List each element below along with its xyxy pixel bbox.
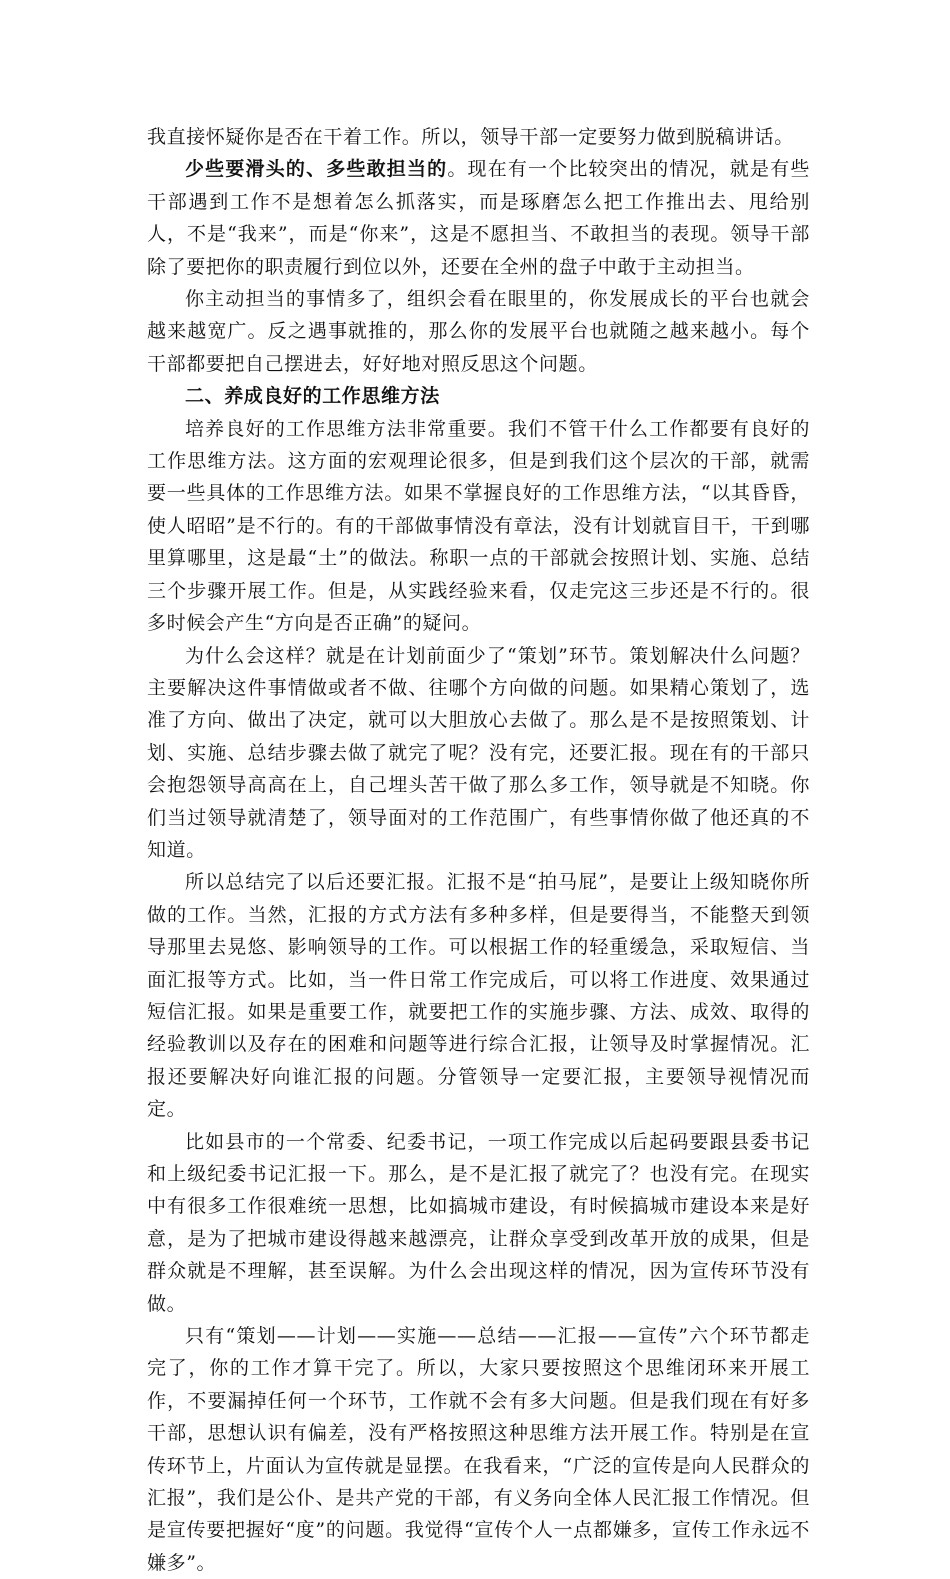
paragraph-example: 比如县市的一个常委、纪委书记，一项工作完成以后起码要跟县委书记和上级纪委书记汇报一下。那么，是不是汇报了就完了？也没有完。在现实中有很多工作很难统一思想，比如搞城市建设，有时候搞城市建设本来是好意，是为了把城市建设得越来越漂亮，让群众享受到改革开放的成果，但是群众就是不理解，甚至误解。为什么会出现这样的情况，因为宣传环节没有做。: [147, 1130, 810, 1315]
paragraph-six-steps: 只有“策划——计划——实施——总结——汇报——宣传”六个环节都走完了，你的工作才算干完了。所以，大家只要按照这个思维闭环来开展工作，不要漏掉任何一个环节，工作就不会有多大问题。但是我们现在有好多干部，思想认识有偏差，没有严格按照这种思维方法开展工作。特别是在宣传环节上，片面认为宣传就是显摆。在我看来，“广泛的宣传是向人民群众的汇报”，我们是公仆、是共产党的干部，有义务向全体人民汇报工作情况。但是宣传要把握好“度”的问题。我觉得“宣传个人一点都嫌多，宣传工作永远不嫌多”。: [147, 1325, 810, 1574]
section-heading: 二、养成良好的工作思维方法: [185, 385, 440, 408]
paragraph-lead-phrase: 少些要滑头的、多些敢担当的: [185, 158, 448, 181]
paragraph-platform: 你主动担当的事情多了，组织会看在眼里的，你发展成长的平台也就会越来越宽广。反之遇事就推的，那么你的发展平台也就随之越来越小。每个干部都要把自己摆进去，好好地对照反思这个问题。: [147, 288, 810, 375]
paragraph-continuation: 我直接怀疑你是否在干着工作。所以，领导干部一定要努力做到脱稿讲话。: [147, 126, 794, 148]
paragraph-body: 。现在有一个比较突出的情况，就是有些干部遇到工作不是想着怎么抓落实，而是琢磨怎么把工作推出去、甩给别人，不是“我来”，而是“你来”，这是不愿担当、不敢担当的表现。领导干部除了要把你的职责履行到位以外，还要在全州的盘子中敢于主动担当。: [147, 158, 810, 278]
paragraph-reporting: 所以总结完了以后还要汇报。汇报不是“拍马屁”，是要让上级知晓你所做的工作。当然，汇报的方式方法有多种多样，但是要得当，不能整天到领导那里去晃悠、影响领导的工作。可以根据工作的轻重缓急，采取短信、当面汇报等方式。比如，当一件日常工作完成后，可以将工作进度、效果通过短信汇报。如果是重要工作，就要把工作的实施步骤、方法、成效、取得的经验教训以及存在的困难和问题等进行综合汇报，让领导及时掌握情况。汇报还要解决好向谁汇报的问题。分管领导一定要汇报，主要领导视情况而定。: [147, 871, 810, 1121]
paragraph-planning: 为什么会这样？就是在计划前面少了“策划”环节。策划解决什么问题？主要解决这件事情做或者不做、往哪个方向做的问题。如果精心策划了，选准了方向、做出了决定，就可以大胆放心去做了。那么是不是按照策划、计划、实施、总结步骤去做了就完了呢？没有完，还要汇报。现在有的干部只会抱怨领导高高在上，自己埋头苦干做了那么多工作，领导就是不知晓。你们当过领导就清楚了，领导面对的工作范围广，有些事情你做了他还真的不知道。: [147, 644, 810, 861]
document-page: [147, 121, 810, 1579]
paragraph-thinking-method: 培养良好的工作思维方法非常重要。我们不管干什么工作都要有良好的工作思维方法。这方面的宏观理论很多，但是到我们这个层次的干部，就需要一些具体的工作思维方法。如果不掌握良好的工作思维方法，“以其昏昏，使人昭昭”是不行的。有的干部做事情没有章法，没有计划就盲目干，干到哪里算哪里，这是最“土”的做法。称职一点的干部就会按照计划、实施、总结三个步骤开展工作。但是，从实践经验来看，仅走完这三步还是不行的。很多时候会产生“方向是否正确”的疑问。: [147, 417, 810, 635]
paragraph-responsibility: [147, 153, 810, 283]
